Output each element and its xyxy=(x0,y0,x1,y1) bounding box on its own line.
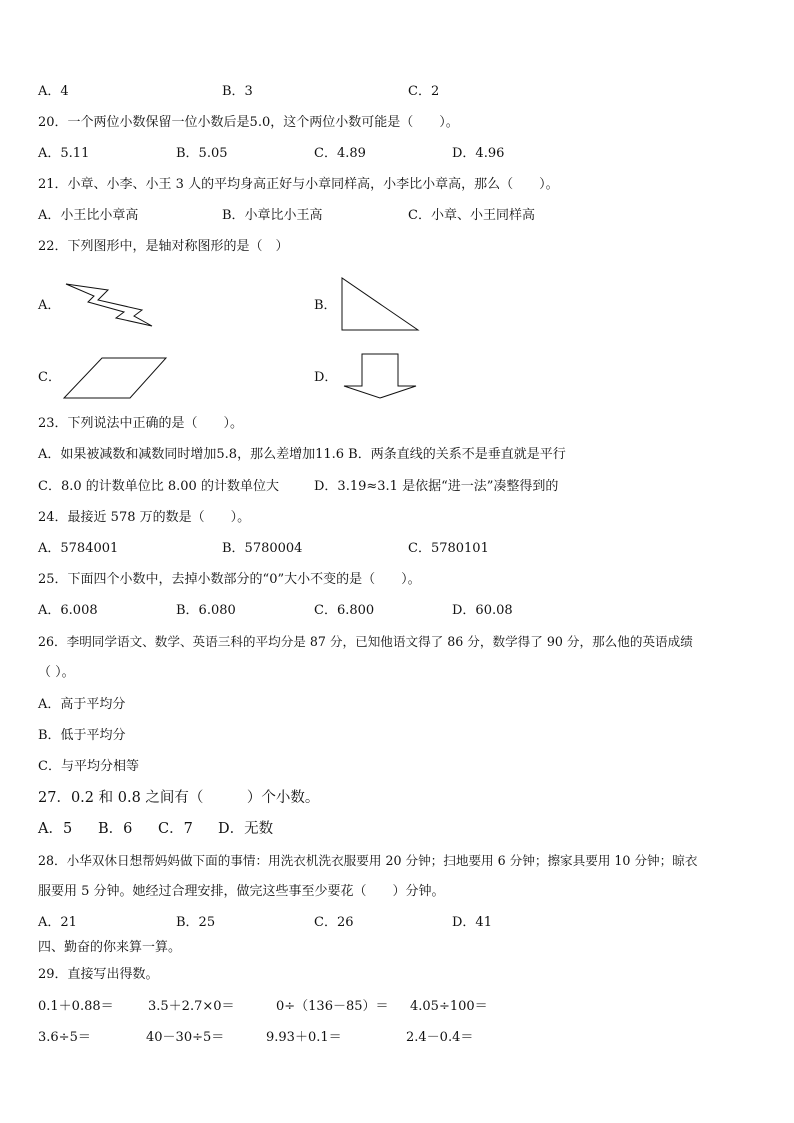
q28-stem-continued: 服要用 5 分钟。她经过合理安排，做完这些事至少要花（ ）分钟。 xyxy=(38,884,445,899)
q22-label-d: D． xyxy=(314,370,338,385)
q20-option-b: B．5.05 xyxy=(176,146,228,161)
q29-problem: 2.4－0.4＝ xyxy=(406,1030,474,1045)
q23-option-c: C．8.0 的计数单位比 8.00 的计数单位大 xyxy=(38,479,279,494)
q29-stem: 29．直接写出得数。 xyxy=(38,967,159,982)
q19-option-b: B．3 xyxy=(222,84,253,99)
q27-option-c: C．7 xyxy=(158,821,193,837)
q29-problem: 0.1＋0.88＝ xyxy=(38,999,114,1014)
q24-option-b: B．5780004 xyxy=(222,541,303,556)
q28-option-d: D．41 xyxy=(452,915,492,930)
q26-stem: 26．李明同学语文、数学、英语三科的平均分是 87 分，已知他语文得了 86 分，数学得了 90 分，那么他的英语成绩 xyxy=(38,634,693,649)
q28-option-c: C．26 xyxy=(314,915,354,930)
q22-label-c: C． xyxy=(38,370,61,385)
q28-stem: 28．小华双休日想帮妈妈做下面的事情：用洗衣机洗衣服要用 20 分钟；扫地要用 6 分钟；擦家具要用 10 分钟；晾衣 xyxy=(38,853,698,868)
down-arrow-shape xyxy=(340,352,420,402)
q26-stem-continued: （ ）。 xyxy=(38,665,75,680)
q23-stem: 23．下列说法中正确的是（ ）。 xyxy=(38,416,244,431)
q28-option-a: A．21 xyxy=(38,915,77,930)
right-triangle-shape xyxy=(338,276,423,336)
q27-option-d: D．无数 xyxy=(218,821,274,837)
q27-option-b: B．6 xyxy=(98,821,133,837)
lightning-bolt-shape xyxy=(62,276,157,331)
q25-option-b: B．6.080 xyxy=(176,603,236,618)
q24-option-c: C．5780101 xyxy=(408,541,489,556)
q29-problem: 0÷（136－85）＝ xyxy=(276,999,389,1014)
q22-stem: 22．下列图形中，是轴对称图形的是（ ） xyxy=(38,239,289,254)
q20-stem: 20．一个两位小数保留一位小数后是5.0，这个两位小数可能是（ ）。 xyxy=(38,115,459,130)
q22-label-a: A． xyxy=(38,298,61,313)
q28-option-b: B．25 xyxy=(176,915,216,930)
q23-option-ab: A．如果被减数和减数同时增加5.8，那么差增加11.6 B．两条直线的关系不是垂直就是平行 xyxy=(38,447,566,462)
q29-problem: 9.93＋0.1＝ xyxy=(266,1030,342,1045)
q26-option-b: B．低于平均分 xyxy=(38,728,126,743)
q25-stem: 25．下面四个小数中，去掉小数部分的“0”大小不变的是（ ）。 xyxy=(38,572,421,587)
q24-stem: 24．最接近 578 万的数是（ ）。 xyxy=(38,510,251,525)
q26-option-c: C．与平均分相等 xyxy=(38,759,139,774)
q29-problem: 3.5＋2.7×0＝ xyxy=(148,999,235,1014)
q20-option-c: C．4.89 xyxy=(314,146,366,161)
q21-stem: 21．小章、小李、小王 3 人的平均身高正好与小章同样高，小李比小章高，那么（ ）。 xyxy=(38,177,559,192)
q20-option-d: D．4.96 xyxy=(452,146,505,161)
parallelogram-shape xyxy=(62,356,172,402)
q29-problem: 4.05÷100＝ xyxy=(410,999,488,1014)
q23-option-d: D．3.19≈3.1 是依据“进一法”凑整得到的 xyxy=(314,479,559,494)
q21-option-c: C．小章、小王同样高 xyxy=(408,208,535,223)
q27-option-a: A．5 xyxy=(38,821,73,837)
q29-problem: 40－30÷5＝ xyxy=(146,1030,225,1045)
q22-label-b: B． xyxy=(314,298,337,313)
q21-option-a: A．小王比小章高 xyxy=(38,208,139,223)
section-title: 四、勤奋的你来算一算。 xyxy=(38,940,182,955)
q27-stem: 27．0.2 和 0.8 之间有（ ）个小数。 xyxy=(38,790,320,806)
q29-problem: 3.6÷5＝ xyxy=(38,1030,91,1045)
q26-option-a: A．高于平均分 xyxy=(38,697,126,712)
q19-option-c: C．2 xyxy=(408,84,440,99)
q25-option-a: A．6.008 xyxy=(38,603,98,618)
q21-option-b: B．小章比小王高 xyxy=(222,208,323,223)
q25-option-c: C．6.800 xyxy=(314,603,375,618)
q24-option-a: A．5784001 xyxy=(38,541,119,556)
q20-option-a: A．5.11 xyxy=(38,146,90,161)
q25-option-d: D．60.08 xyxy=(452,603,513,618)
q19-option-a: A．4 xyxy=(38,84,69,99)
